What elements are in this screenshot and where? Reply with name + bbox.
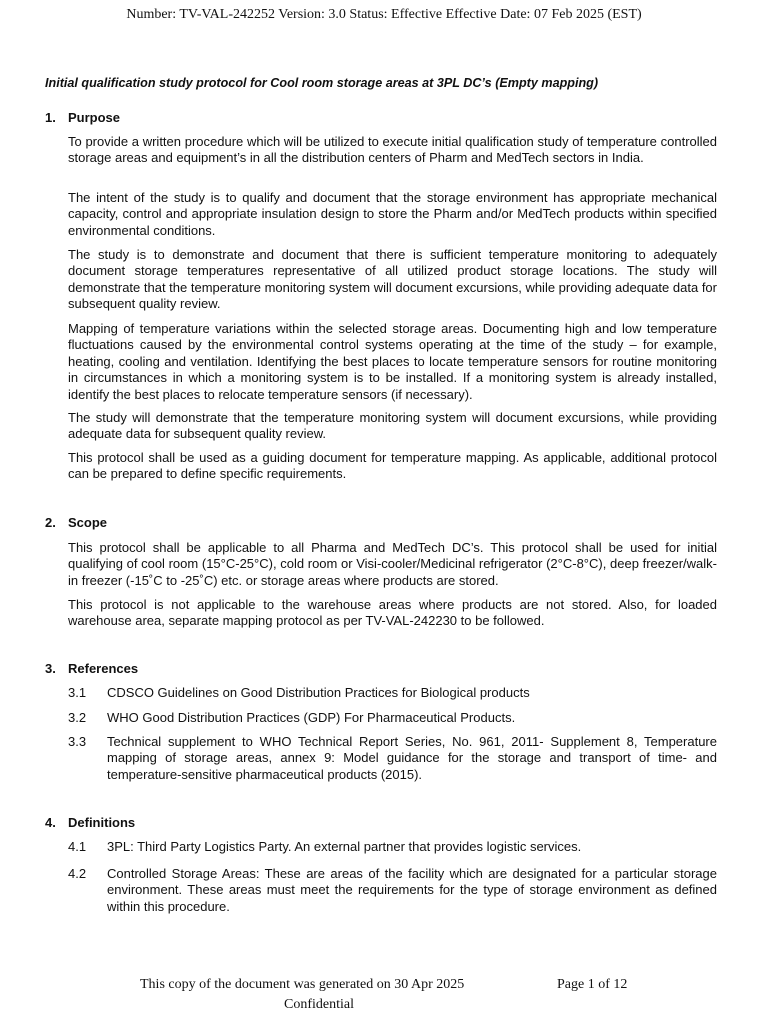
footer-confidential: Confidential xyxy=(284,997,354,1012)
section-heading-purpose xyxy=(45,110,120,125)
section-title: Purpose xyxy=(68,110,121,125)
section-number: 2. xyxy=(45,515,56,530)
purpose-paragraph-1: To provide a written procedure which will be utilized to execute initial qualification study of temperature controlled storage areas and equipment’s in all the distribution centers of Pharm and MedTech sectors in India. xyxy=(68,134,717,166)
reference-item xyxy=(68,734,717,783)
definition-text: Controlled Storage Areas: These are areas of the facility which are designated for a particular storage environment. These areas must meet the requirements for the type of storage environment as defined within this procedure. xyxy=(107,866,717,914)
reference-number: 3.1 xyxy=(68,685,87,700)
purpose-paragraph-5: The study will demonstrate that the temperature monitoring system will document excursions, while providing adequate data for subsequent quality review. xyxy=(68,410,717,442)
reference-text: WHO Good Distribution Practices (GDP) For Pharmaceutical Products. xyxy=(107,710,516,725)
definition-item xyxy=(68,866,717,915)
section-title: Scope xyxy=(68,515,108,530)
reference-number: 3.3 xyxy=(68,734,87,749)
definition-number: 4.1 xyxy=(68,839,87,854)
definition-number: 4.2 xyxy=(68,866,87,881)
purpose-paragraph-4: Mapping of temperature variations within the selected storage areas. Documenting high and low temperature fluctuations caused by the environmental control systems operating at the time of the study – for example, heating, cooling and ventilation. Identifying the best places to locate temperature sensors for routine monitoring in circumstances in which a monitoring system is to be installed. If a monitoring system is already installed, identify the best places to relocate temperature sensors (if necessary). xyxy=(68,321,717,402)
definition-text: 3PL: Third Party Logistics Party. An external partner that provides logistic services. xyxy=(107,839,582,854)
reference-text: CDSCO Guidelines on Good Distribution Practices for Biological products xyxy=(107,685,530,700)
reference-item xyxy=(68,710,717,726)
definition-item xyxy=(68,839,717,855)
purpose-paragraph-2: The intent of the study is to qualify and document that the storage environment has appropriate mechanical capacity, control and appropriate insulation design to store the Pharm and/or MedTech products within specified environmental conditions. xyxy=(68,190,717,238)
section-heading-references xyxy=(45,661,138,676)
section-number: 1. xyxy=(45,110,56,125)
section-title: Definitions xyxy=(68,815,136,830)
section-number: 3. xyxy=(45,661,56,676)
document-title: Initial qualification study protocol for Cool room storage areas at 3PL DC’s (Empty mapping) xyxy=(45,76,599,90)
footer-generated-date: This copy of the document was generated on 30 Apr 2025 xyxy=(140,977,465,992)
section-number: 4. xyxy=(45,815,56,830)
reference-text: Technical supplement to WHO Technical Report Series, No. 961, 2011- Supplement 8, Temperature mapping of storage areas, annex 9: Model guidance for the storage and transport of time- and temperature-sensitive pharmaceutical products (2015). xyxy=(107,734,717,782)
scope-paragraph-2: This protocol is not applicable to the warehouse areas where products are not stored. Also, for loaded warehouse area, separate mapping protocol as per TV-VAL-242230 to be followed. xyxy=(68,597,717,629)
purpose-paragraph-3: The study is to demonstrate and document that there is sufficient temperature monitoring to adequately document storage temperatures representative of all utilized product storage locations. The study will demonstrate that the temperature monitoring system will document excursions, while providing adequate data for subsequent quality review. xyxy=(68,247,717,312)
document-header: Number: TV-VAL-242252 Version: 3.0 Status: Effective Effective Date: 07 Feb 2025 (EST) xyxy=(126,7,642,22)
reference-item xyxy=(68,685,717,701)
section-heading-definitions xyxy=(45,815,135,830)
section-title: References xyxy=(68,661,139,676)
reference-number: 3.2 xyxy=(68,710,87,725)
footer-page-number: Page 1 of 12 xyxy=(557,977,628,992)
section-heading-scope xyxy=(45,515,107,530)
purpose-paragraph-6: This protocol shall be used as a guiding document for temperature mapping. As applicable, additional protocol can be prepared to define specific requirements. xyxy=(68,450,717,482)
scope-paragraph-1: This protocol shall be applicable to all Pharma and MedTech DC’s. This protocol shall be used for initial qualifying of cool room (15°C-25°C), cold room or Visi-cooler/Medicinal refrigerator (2°C-8°C), deep freezer/walk-in freezer (-15˚C to -25˚C) etc. or storage areas where products are stored. xyxy=(68,540,717,588)
